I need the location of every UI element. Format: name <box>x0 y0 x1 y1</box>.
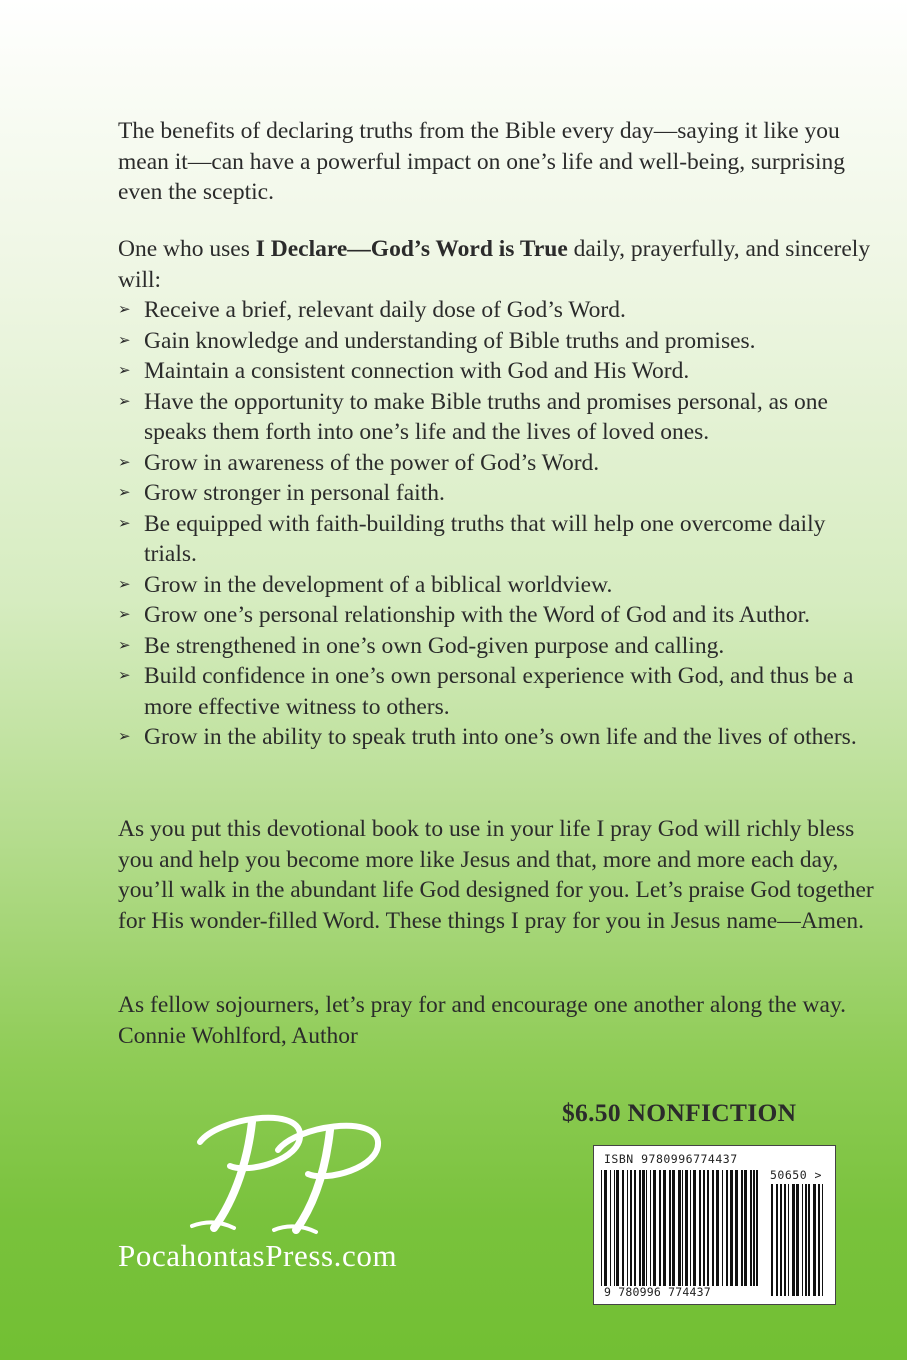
publisher-url: PocahontasPress.com <box>118 1238 398 1273</box>
barcode-bar <box>808 1184 810 1296</box>
list-item-text: Grow in the ability to speak truth into one’s own life and the lives of others. <box>144 724 857 750</box>
intro-paragraph: The benefits of declaring truths from the Bible every day—saying it like you mean it—can have a powerful impact on one’s life and well-being, surprising even the sceptic. <box>118 118 845 205</box>
barcode-bar <box>753 1170 755 1286</box>
ean-digits: 9 780996 774437 <box>604 1285 711 1299</box>
barcode-bar <box>813 1184 816 1296</box>
barcode-bar <box>646 1170 647 1286</box>
arrow-bullet-icon: ➢ <box>118 668 131 684</box>
barcode-bar <box>788 1184 789 1296</box>
barcode-bar <box>669 1170 671 1286</box>
closing-paragraph: As fellow sojourners, let’s pray for and encourage one another along the way. Connie Wohlford, Author <box>118 992 847 1049</box>
list-item-text: Grow in awareness of the power of God’s Word. <box>144 449 600 476</box>
barcode-bar <box>630 1170 632 1286</box>
blessing-paragraph: As you put this devotional book to use in your life I pray God will richly bless you and help you become more like Jesus and that, more and more each day, you’ll walk in the abundant life God designed for you. Let’s praise God together for His wonder-filled Word. These things I pray for you in Jesus name—Amen. <box>118 816 874 934</box>
barcode-bar <box>663 1170 666 1286</box>
arrow-bullet-icon: ➢ <box>118 332 131 349</box>
arrow-bullet-icon: ➢ <box>118 302 131 318</box>
barcode-bar <box>601 1170 602 1286</box>
barcode-bar <box>693 1170 696 1286</box>
barcode-bar <box>682 1170 683 1286</box>
barcode-bar <box>796 1184 799 1296</box>
list-item-text: Grow one’s personal relationship with the Word of God and its Author. <box>144 602 811 628</box>
arrow-bullet-icon: ➢ <box>118 454 131 471</box>
addon-barcode-bars <box>770 1184 824 1296</box>
list-item <box>118 478 878 509</box>
list-item <box>118 295 878 326</box>
list-item <box>118 570 878 601</box>
arrow-bullet-icon: ➢ <box>118 485 131 501</box>
list-item-text: Maintain a consistent connection with God and His Word. <box>144 358 690 384</box>
barcode-bar <box>818 1184 820 1296</box>
arrow-bullet-icon: ➢ <box>118 515 131 532</box>
barcode-bar <box>776 1184 778 1296</box>
barcode-bar <box>634 1170 636 1286</box>
list-item-text: Receive a brief, relevant daily dose of God’s Word. <box>144 297 626 323</box>
barcode-bar <box>614 1170 615 1286</box>
barcode-bar <box>741 1170 743 1286</box>
barcode-bar <box>642 1170 645 1286</box>
arrow-bullet-icon: ➢ <box>118 363 131 379</box>
barcode-bar <box>622 1170 624 1286</box>
benefits-list <box>118 295 878 753</box>
isbn-label: ISBN 9780996774437 <box>604 1152 738 1166</box>
barcode-bar <box>659 1170 661 1286</box>
barcode-bar <box>678 1170 681 1286</box>
barcode-bar <box>650 1170 651 1286</box>
publisher-logo-icon <box>178 1098 398 1238</box>
addon-digits: 50650 > <box>770 1168 822 1182</box>
barcode-bar <box>703 1170 705 1286</box>
list-item-text: Be strengthened in one’s own God-given purpose and calling. <box>144 632 725 659</box>
barcode-bar <box>771 1184 773 1296</box>
arrow-bullet-icon: ➢ <box>118 729 131 745</box>
barcode-bar <box>699 1170 701 1286</box>
barcode-bar <box>712 1170 714 1286</box>
list-item-text: Build confidence in one’s own personal experience with God, and thus be a more effective witness to others. <box>144 663 854 720</box>
barcode-bar <box>792 1184 795 1296</box>
list-item <box>118 326 878 357</box>
list-item <box>118 661 878 722</box>
arrow-bullet-icon: ➢ <box>118 576 131 593</box>
barcode-bar <box>639 1170 641 1286</box>
barcode-bar <box>735 1170 738 1286</box>
list-item-text: Grow stronger in personal faith. <box>144 480 445 506</box>
barcode-bar <box>627 1170 628 1286</box>
barcode-bar <box>726 1170 728 1286</box>
barcode-bar <box>805 1184 807 1296</box>
barcode-bar <box>716 1170 719 1286</box>
barcode-bar <box>722 1170 723 1286</box>
list-item <box>118 631 878 662</box>
barcode-bar <box>780 1184 782 1296</box>
barcode-bar <box>672 1170 675 1286</box>
ean-barcode-bars <box>600 1170 758 1286</box>
list-item <box>118 600 878 631</box>
book-title: I Declare—God’s Word is True <box>255 236 568 262</box>
barcode-bar <box>707 1170 709 1286</box>
list-item <box>118 722 878 753</box>
barcode-bar <box>744 1170 747 1286</box>
arrow-bullet-icon: ➢ <box>118 393 131 410</box>
uses-section <box>118 234 878 753</box>
uses-lead-before: One who uses <box>118 236 256 262</box>
barcode-bar <box>756 1170 758 1286</box>
barcode-bar <box>750 1170 752 1286</box>
arrow-bullet-icon: ➢ <box>118 607 131 623</box>
list-item <box>118 387 878 448</box>
list-item-text: Be equipped with faith-building truths that will help one overcome daily trials. <box>144 510 826 567</box>
isbn-barcode <box>593 1145 836 1305</box>
list-item <box>118 509 878 570</box>
barcode-bar <box>690 1170 691 1286</box>
barcode-bar <box>604 1170 607 1286</box>
barcode-bar <box>616 1170 619 1286</box>
barcode-bar <box>685 1170 688 1286</box>
list-item-text: Have the opportunity to make Bible truths and promises personal, as one speaks them forth into one’s life and the lives of loved ones. <box>144 388 828 445</box>
barcode-bar <box>822 1184 823 1296</box>
list-item <box>118 356 878 387</box>
list-item <box>118 448 878 479</box>
arrow-bullet-icon: ➢ <box>118 637 131 654</box>
list-item-text: Grow in the development of a biblical worldview. <box>144 571 613 598</box>
uses-lead-after: daily, prayerfully, and sincerely will: <box>118 236 871 293</box>
barcode-bar <box>610 1170 611 1286</box>
barcode-bar <box>730 1170 733 1286</box>
barcode-bar <box>784 1184 786 1296</box>
barcode-bar <box>653 1170 656 1286</box>
price-category: $6.50 NONFICTION <box>562 1098 797 1127</box>
list-item-text: Gain knowledge and understanding of Bible truths and promises. <box>144 327 756 354</box>
uses-lead <box>118 234 878 295</box>
barcode-bar <box>802 1184 803 1296</box>
